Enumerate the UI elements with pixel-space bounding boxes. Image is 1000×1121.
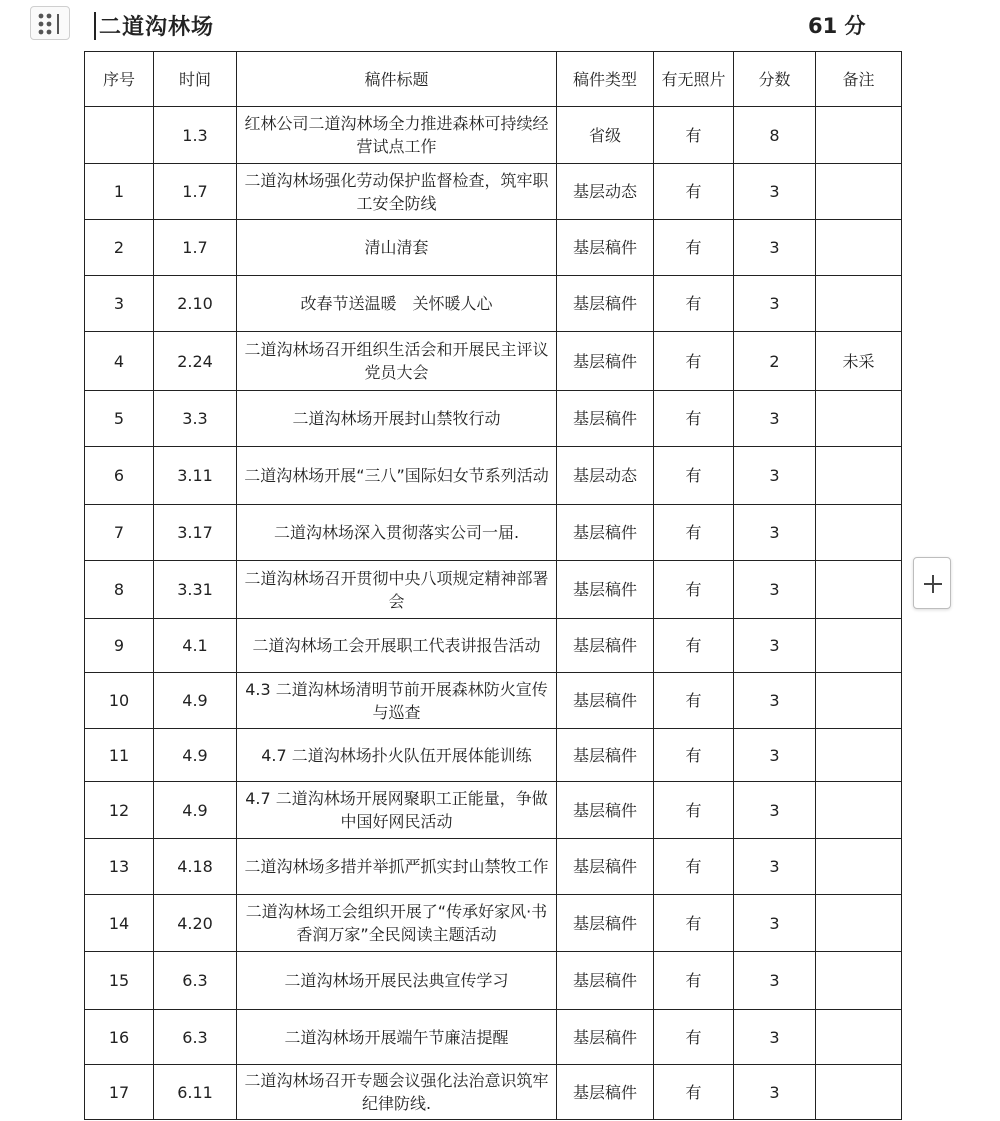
cell-points[interactable]: 3 xyxy=(734,220,816,276)
header-date: 时间 xyxy=(154,52,237,107)
cell-index[interactable]: 3 xyxy=(85,276,154,332)
cell-points[interactable]: 3 xyxy=(734,1065,816,1120)
cell-photo[interactable]: 有 xyxy=(654,619,734,673)
cell-type[interactable]: 基层稿件 xyxy=(557,952,654,1010)
cell-photo[interactable]: 有 xyxy=(654,276,734,332)
cell-index[interactable]: 14 xyxy=(85,895,154,952)
cell-date[interactable]: 6.3 xyxy=(154,1010,237,1065)
cell-date[interactable]: 3.3 xyxy=(154,391,237,447)
cell-date[interactable]: 3.31 xyxy=(154,561,237,619)
cell-note[interactable] xyxy=(816,220,902,276)
table-row xyxy=(85,782,902,839)
cell-index[interactable]: 2 xyxy=(85,220,154,276)
cell-index[interactable]: 17 xyxy=(85,1065,154,1120)
cell-title[interactable]: 改春节送温暖 关怀暖人心 xyxy=(237,276,557,332)
cell-date[interactable]: 4.18 xyxy=(154,839,237,895)
table-body xyxy=(85,107,902,1120)
cell-index[interactable]: 15 xyxy=(85,952,154,1010)
cell-type[interactable]: 基层稿件 xyxy=(557,505,654,561)
cell-date[interactable]: 2.10 xyxy=(154,276,237,332)
cell-type[interactable]: 基层稿件 xyxy=(557,1065,654,1120)
cell-type[interactable]: 省级 xyxy=(557,107,654,164)
cell-index[interactable]: 9 xyxy=(85,619,154,673)
table-row xyxy=(85,673,902,729)
cell-photo[interactable]: 有 xyxy=(654,1010,734,1065)
cell-photo[interactable]: 有 xyxy=(654,164,734,220)
cell-title[interactable]: 二道沟林场开展封山禁牧行动 xyxy=(237,391,557,447)
cell-date[interactable]: 6.3 xyxy=(154,952,237,1010)
table-row xyxy=(85,952,902,1010)
section-title[interactable]: 二道沟林场 xyxy=(99,15,215,40)
cell-points[interactable]: 3 xyxy=(734,839,816,895)
cell-note[interactable] xyxy=(816,391,902,447)
header-type: 稿件类型 xyxy=(557,52,654,107)
cell-type[interactable]: 基层稿件 xyxy=(557,673,654,729)
cell-note[interactable] xyxy=(816,782,902,839)
cell-index[interactable]: 5 xyxy=(85,391,154,447)
drag-handle-icon xyxy=(35,12,65,36)
cell-index[interactable]: 11 xyxy=(85,729,154,782)
cell-title[interactable]: 二道沟林场多措并举抓严抓实封山禁牧工作 xyxy=(237,839,557,895)
cell-points[interactable]: 3 xyxy=(734,447,816,505)
manuscript-table xyxy=(84,51,902,1120)
cell-note[interactable] xyxy=(816,839,902,895)
cell-date[interactable]: 4.9 xyxy=(154,782,237,839)
header-points: 分数 xyxy=(734,52,816,107)
cell-index[interactable]: 12 xyxy=(85,782,154,839)
table-row xyxy=(85,895,902,952)
cell-title[interactable]: 二道沟林场工会开展职工代表讲报告活动 xyxy=(237,619,557,673)
cell-title[interactable]: 二道沟林场开展“三八”国际妇女节系列活动 xyxy=(237,447,557,505)
cell-points[interactable]: 3 xyxy=(734,895,816,952)
cell-points[interactable]: 3 xyxy=(734,952,816,1010)
cell-note[interactable] xyxy=(816,276,902,332)
cell-date[interactable]: 3.11 xyxy=(154,447,237,505)
cell-type[interactable]: 基层稿件 xyxy=(557,729,654,782)
cell-photo[interactable]: 有 xyxy=(654,839,734,895)
cell-type[interactable]: 基层稿件 xyxy=(557,839,654,895)
cell-index[interactable]: 13 xyxy=(85,839,154,895)
cell-type[interactable]: 基层稿件 xyxy=(557,276,654,332)
cell-date[interactable]: 4.9 xyxy=(154,729,237,782)
cell-note[interactable] xyxy=(816,107,902,164)
cell-date[interactable]: 1.7 xyxy=(154,220,237,276)
cell-type[interactable]: 基层稿件 xyxy=(557,391,654,447)
table-row xyxy=(85,164,902,220)
cell-title[interactable]: 二道沟林场开展端午节廉洁提醒 xyxy=(237,1010,557,1065)
cell-title[interactable]: 红林公司二道沟林场全力推进森林可持续经营试点工作 xyxy=(237,107,557,164)
table-row xyxy=(85,447,902,505)
cell-photo[interactable]: 有 xyxy=(654,673,734,729)
cell-points[interactable]: 3 xyxy=(734,673,816,729)
text-cursor xyxy=(94,12,96,40)
cell-type[interactable]: 基层稿件 xyxy=(557,561,654,619)
cell-type[interactable]: 基层动态 xyxy=(557,164,654,220)
cell-type[interactable]: 基层稿件 xyxy=(557,220,654,276)
cell-photo[interactable]: 有 xyxy=(654,505,734,561)
header-note: 备注 xyxy=(816,52,902,107)
cell-date[interactable]: 4.20 xyxy=(154,895,237,952)
cell-photo[interactable]: 有 xyxy=(654,952,734,1010)
header-index: 序号 xyxy=(85,52,154,107)
cell-note[interactable] xyxy=(816,895,902,952)
cell-points[interactable]: 3 xyxy=(734,391,816,447)
cell-note[interactable] xyxy=(816,673,902,729)
cell-index[interactable]: 1 xyxy=(85,164,154,220)
table-row xyxy=(85,561,902,619)
cell-photo[interactable]: 有 xyxy=(654,561,734,619)
cell-type[interactable]: 基层稿件 xyxy=(557,895,654,952)
cell-note[interactable] xyxy=(816,1010,902,1065)
cell-type[interactable]: 基层稿件 xyxy=(557,619,654,673)
cell-points[interactable]: 3 xyxy=(734,1010,816,1065)
cell-points[interactable]: 3 xyxy=(734,782,816,839)
total-score[interactable]: 61 分 xyxy=(808,14,866,38)
header-photo: 有无照片 xyxy=(654,52,734,107)
cell-points[interactable]: 3 xyxy=(734,276,816,332)
cell-points[interactable]: 3 xyxy=(734,164,816,220)
cell-title[interactable]: 4.3 二道沟林场清明节前开展森林防火宣传与巡查 xyxy=(237,673,557,729)
table-row xyxy=(85,505,902,561)
cell-index[interactable]: 4 xyxy=(85,332,154,391)
table-row xyxy=(85,107,902,164)
cell-photo[interactable]: 有 xyxy=(654,782,734,839)
cell-points[interactable]: 8 xyxy=(734,107,816,164)
cell-photo[interactable]: 有 xyxy=(654,729,734,782)
cell-points[interactable]: 2 xyxy=(734,332,816,391)
table-row xyxy=(85,276,902,332)
cell-index[interactable]: 7 xyxy=(85,505,154,561)
cell-date[interactable]: 2.24 xyxy=(154,332,237,391)
cell-type[interactable]: 基层稿件 xyxy=(557,782,654,839)
cell-photo[interactable]: 有 xyxy=(654,447,734,505)
cell-title[interactable]: 二道沟林场深入贯彻落实公司一届. xyxy=(237,505,557,561)
table-header-row xyxy=(85,52,902,107)
cell-title[interactable]: 二道沟林场开展民法典宣传学习 xyxy=(237,952,557,1010)
cell-title[interactable]: 二道沟林场召开专题会议强化法治意识筑牢纪律防线. xyxy=(237,1065,557,1120)
cell-photo[interactable]: 有 xyxy=(654,1065,734,1120)
add-row-button[interactable] xyxy=(913,557,951,609)
cell-date[interactable]: 4.9 xyxy=(154,673,237,729)
cell-title[interactable]: 二道沟林场强化劳动保护监督检查，筑牢职工安全防线 xyxy=(237,164,557,220)
header-title: 稿件标题 xyxy=(237,52,557,107)
cell-date[interactable]: 1.7 xyxy=(154,164,237,220)
cell-type[interactable]: 基层稿件 xyxy=(557,332,654,391)
cell-points[interactable]: 3 xyxy=(734,729,816,782)
cell-index[interactable] xyxy=(85,107,154,164)
table-row xyxy=(85,619,902,673)
table-row xyxy=(85,391,902,447)
table-row xyxy=(85,839,902,895)
cell-date[interactable]: 1.3 xyxy=(154,107,237,164)
cell-index[interactable]: 16 xyxy=(85,1010,154,1065)
cell-note[interactable] xyxy=(816,729,902,782)
cell-index[interactable]: 10 xyxy=(85,673,154,729)
plus-icon xyxy=(923,574,943,594)
cell-note[interactable] xyxy=(816,561,902,619)
cell-note[interactable] xyxy=(816,505,902,561)
cell-photo[interactable]: 有 xyxy=(654,220,734,276)
cell-note[interactable] xyxy=(816,619,902,673)
table-row xyxy=(85,1010,902,1065)
drag-handle-button[interactable] xyxy=(30,6,70,40)
cell-note[interactable]: 未采 xyxy=(816,332,902,391)
cell-title[interactable]: 4.7 二道沟林场开展网聚职工正能量，争做中国好网民活动 xyxy=(237,782,557,839)
cell-title[interactable]: 二道沟林场工会组织开展了“传承好家风·书香润万家”全民阅读主题活动 xyxy=(237,895,557,952)
cell-photo[interactable]: 有 xyxy=(654,391,734,447)
cell-type[interactable]: 基层稿件 xyxy=(557,1010,654,1065)
cell-date[interactable]: 6.11 xyxy=(154,1065,237,1120)
cell-title[interactable]: 清山清套 xyxy=(237,220,557,276)
table-row xyxy=(85,729,902,782)
cell-index[interactable]: 6 xyxy=(85,447,154,505)
table-row xyxy=(85,1065,902,1120)
table-row xyxy=(85,220,902,276)
table-row xyxy=(85,332,902,391)
cell-index[interactable]: 8 xyxy=(85,561,154,619)
cell-title[interactable]: 二道沟林场召开组织生活会和开展民主评议党员大会 xyxy=(237,332,557,391)
cell-note[interactable] xyxy=(816,164,902,220)
cell-photo[interactable]: 有 xyxy=(654,895,734,952)
cell-note[interactable] xyxy=(816,447,902,505)
cell-note[interactable] xyxy=(816,952,902,1010)
cell-points[interactable]: 3 xyxy=(734,505,816,561)
cell-title[interactable]: 二道沟林场召开贯彻中央八项规定精神部署会 xyxy=(237,561,557,619)
cell-type[interactable]: 基层动态 xyxy=(557,447,654,505)
cell-title[interactable]: 4.7 二道沟林场扑火队伍开展体能训练 xyxy=(237,729,557,782)
cell-date[interactable]: 3.17 xyxy=(154,505,237,561)
cell-points[interactable]: 3 xyxy=(734,561,816,619)
cell-photo[interactable]: 有 xyxy=(654,332,734,391)
cell-points[interactable]: 3 xyxy=(734,619,816,673)
cell-note[interactable] xyxy=(816,1065,902,1120)
cell-photo[interactable]: 有 xyxy=(654,107,734,164)
cell-date[interactable]: 4.1 xyxy=(154,619,237,673)
